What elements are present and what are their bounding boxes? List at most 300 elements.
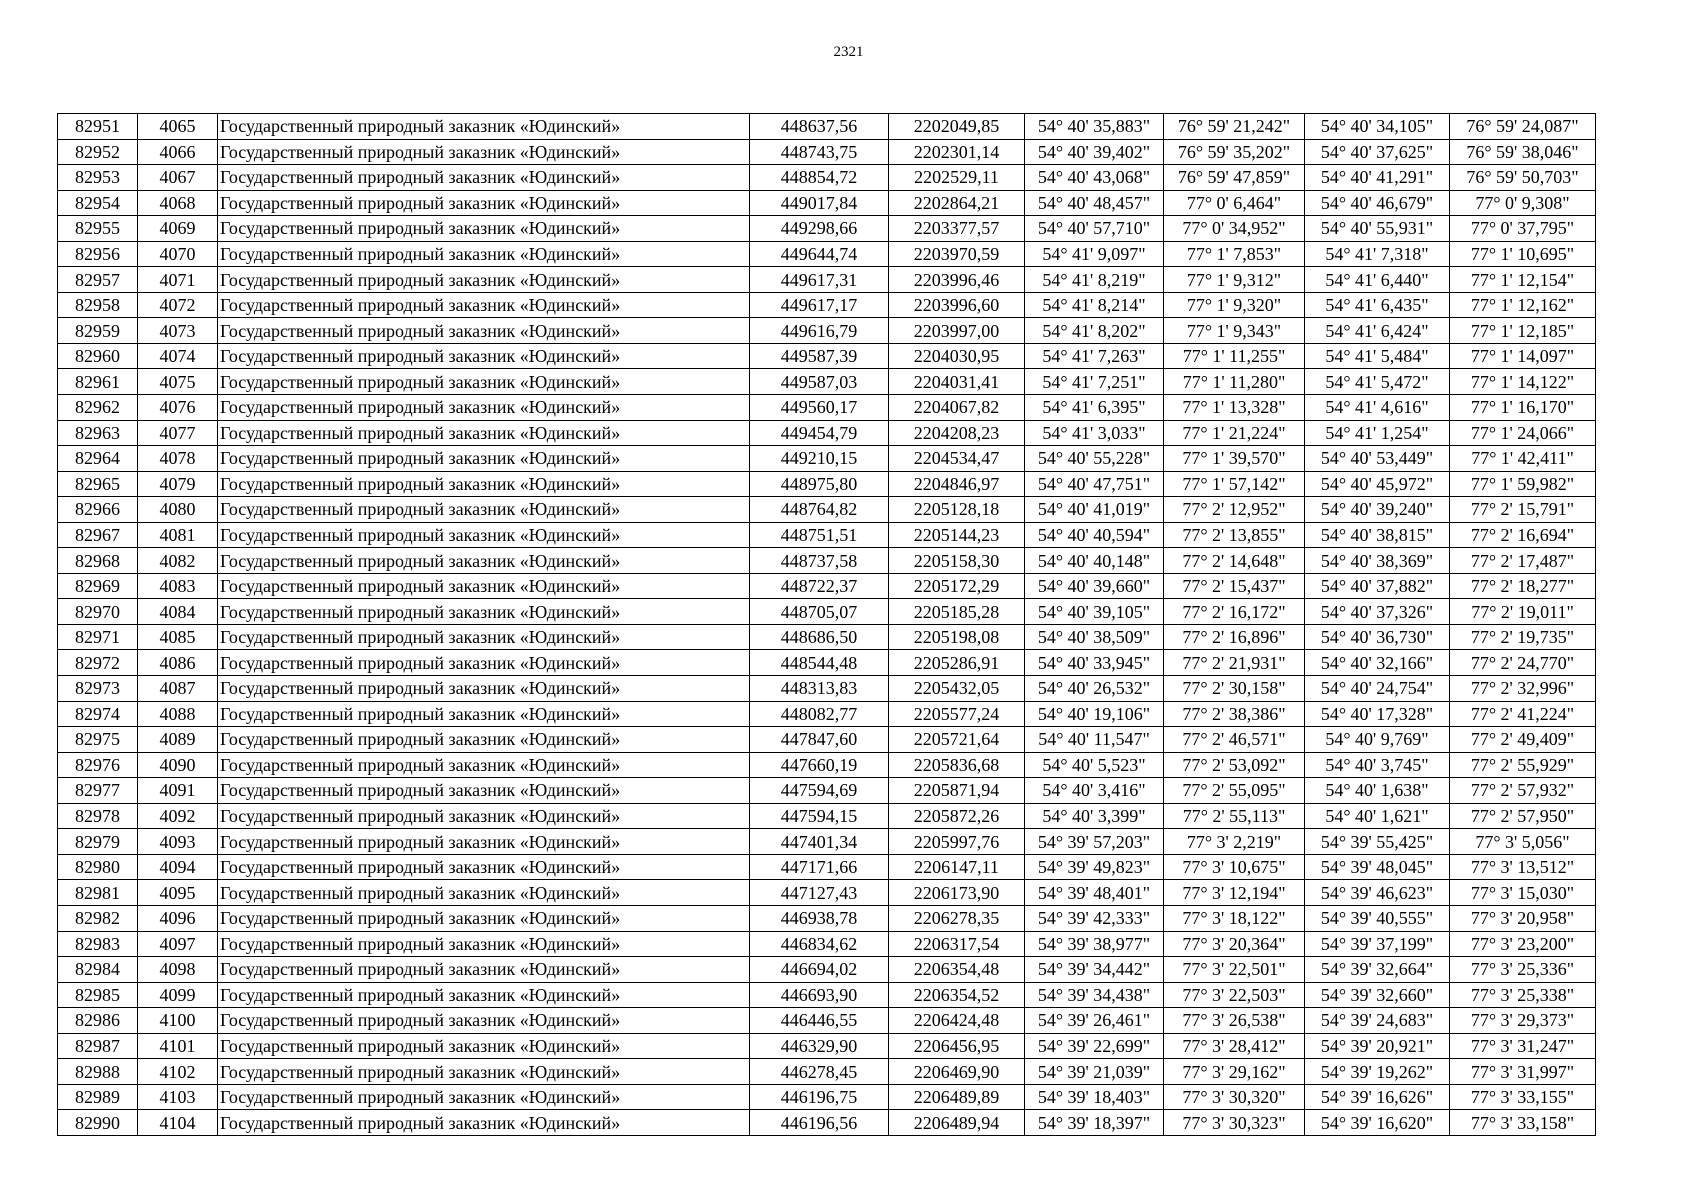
cell-point-number: 4078 bbox=[138, 446, 218, 472]
cell-coord-y: 2205577,24 bbox=[889, 701, 1025, 727]
cell-coord-y: 2206456,95 bbox=[889, 1033, 1025, 1059]
cell-longitude-1: 77° 3' 2,219" bbox=[1164, 829, 1305, 855]
cell-longitude-2: 77° 2' 19,735" bbox=[1450, 624, 1596, 650]
cell-point-number: 4068 bbox=[138, 190, 218, 216]
cell-point-number: 4096 bbox=[138, 905, 218, 931]
cell-row-number: 82951 bbox=[58, 114, 138, 140]
cell-longitude-2: 77° 3' 23,200" bbox=[1450, 931, 1596, 957]
cell-object-name: Государственный природный заказник «Юдинский» bbox=[218, 957, 750, 983]
cell-object-name: Государственный природный заказник «Юдинский» bbox=[218, 701, 750, 727]
cell-point-number: 4083 bbox=[138, 573, 218, 599]
cell-longitude-2: 77° 3' 31,247" bbox=[1450, 1033, 1596, 1059]
table-row bbox=[58, 957, 1596, 983]
cell-row-number: 82984 bbox=[58, 957, 138, 983]
cell-latitude-1: 54° 40' 26,532" bbox=[1025, 676, 1164, 702]
cell-latitude-1: 54° 40' 39,402" bbox=[1025, 139, 1164, 165]
cell-row-number: 82979 bbox=[58, 829, 138, 855]
cell-row-number: 82988 bbox=[58, 1059, 138, 1085]
cell-latitude-1: 54° 40' 5,523" bbox=[1025, 752, 1164, 778]
cell-latitude-2: 54° 41' 6,424" bbox=[1305, 318, 1450, 344]
cell-row-number: 82974 bbox=[58, 701, 138, 727]
cell-point-number: 4071 bbox=[138, 267, 218, 293]
cell-longitude-1: 77° 3' 12,194" bbox=[1164, 880, 1305, 906]
cell-point-number: 4075 bbox=[138, 369, 218, 395]
cell-coord-y: 2204031,41 bbox=[889, 369, 1025, 395]
cell-point-number: 4070 bbox=[138, 241, 218, 267]
cell-coord-y: 2205721,64 bbox=[889, 727, 1025, 753]
table-row bbox=[58, 395, 1596, 421]
cell-point-number: 4082 bbox=[138, 548, 218, 574]
cell-longitude-1: 77° 3' 29,162" bbox=[1164, 1059, 1305, 1085]
cell-coord-x: 446834,62 bbox=[750, 931, 889, 957]
cell-latitude-1: 54° 41' 8,214" bbox=[1025, 292, 1164, 318]
cell-row-number: 82959 bbox=[58, 318, 138, 344]
cell-longitude-2: 76° 59' 38,046" bbox=[1450, 139, 1596, 165]
cell-longitude-2: 77° 1' 12,185" bbox=[1450, 318, 1596, 344]
cell-latitude-2: 54° 41' 5,472" bbox=[1305, 369, 1450, 395]
cell-longitude-2: 77° 2' 57,932" bbox=[1450, 778, 1596, 804]
cell-latitude-1: 54° 40' 47,751" bbox=[1025, 471, 1164, 497]
cell-object-name: Государственный природный заказник «Юдинский» bbox=[218, 395, 750, 421]
cell-object-name: Государственный природный заказник «Юдинский» bbox=[218, 624, 750, 650]
cell-coord-y: 2206424,48 bbox=[889, 1008, 1025, 1034]
cell-coord-y: 2202529,11 bbox=[889, 165, 1025, 191]
cell-latitude-1: 54° 39' 57,203" bbox=[1025, 829, 1164, 855]
cell-object-name: Государственный природный заказник «Юдинский» bbox=[218, 139, 750, 165]
cell-latitude-2: 54° 40' 36,730" bbox=[1305, 624, 1450, 650]
table-row bbox=[58, 446, 1596, 472]
cell-latitude-1: 54° 40' 40,594" bbox=[1025, 522, 1164, 548]
cell-coord-x: 447594,15 bbox=[750, 803, 889, 829]
cell-latitude-1: 54° 39' 48,401" bbox=[1025, 880, 1164, 906]
table-row bbox=[58, 1084, 1596, 1110]
cell-longitude-2: 77° 1' 24,066" bbox=[1450, 420, 1596, 446]
cell-coord-y: 2206278,35 bbox=[889, 905, 1025, 931]
cell-coord-y: 2202049,85 bbox=[889, 114, 1025, 140]
cell-row-number: 82983 bbox=[58, 931, 138, 957]
cell-row-number: 82973 bbox=[58, 676, 138, 702]
cell-latitude-1: 54° 41' 8,219" bbox=[1025, 267, 1164, 293]
cell-longitude-2: 77° 0' 37,795" bbox=[1450, 216, 1596, 242]
table-row bbox=[58, 343, 1596, 369]
cell-latitude-1: 54° 41' 8,202" bbox=[1025, 318, 1164, 344]
cell-latitude-2: 54° 40' 55,931" bbox=[1305, 216, 1450, 242]
cell-object-name: Государственный природный заказник «Юдинский» bbox=[218, 548, 750, 574]
cell-coord-x: 449298,66 bbox=[750, 216, 889, 242]
cell-longitude-2: 77° 1' 14,097" bbox=[1450, 343, 1596, 369]
cell-latitude-2: 54° 41' 5,484" bbox=[1305, 343, 1450, 369]
cell-point-number: 4073 bbox=[138, 318, 218, 344]
cell-longitude-1: 77° 1' 11,280" bbox=[1164, 369, 1305, 395]
cell-coord-y: 2205158,30 bbox=[889, 548, 1025, 574]
cell-row-number: 82954 bbox=[58, 190, 138, 216]
cell-coord-x: 448975,80 bbox=[750, 471, 889, 497]
cell-latitude-2: 54° 40' 1,638" bbox=[1305, 778, 1450, 804]
cell-object-name: Государственный природный заказник «Юдинский» bbox=[218, 241, 750, 267]
cell-coord-y: 2205997,76 bbox=[889, 829, 1025, 855]
cell-coord-y: 2203996,60 bbox=[889, 292, 1025, 318]
page-number: 2321 bbox=[833, 44, 864, 60]
cell-longitude-1: 77° 1' 13,328" bbox=[1164, 395, 1305, 421]
cell-latitude-1: 54° 40' 39,660" bbox=[1025, 573, 1164, 599]
cell-object-name: Государственный природный заказник «Юдинский» bbox=[218, 1033, 750, 1059]
cell-object-name: Государственный природный заказник «Юдинский» bbox=[218, 982, 750, 1008]
cell-point-number: 4093 bbox=[138, 829, 218, 855]
cell-row-number: 82970 bbox=[58, 599, 138, 625]
cell-coord-x: 449210,15 bbox=[750, 446, 889, 472]
cell-row-number: 82964 bbox=[58, 446, 138, 472]
cell-latitude-2: 54° 40' 41,291" bbox=[1305, 165, 1450, 191]
cell-coord-y: 2205432,05 bbox=[889, 676, 1025, 702]
cell-longitude-2: 77° 2' 19,011" bbox=[1450, 599, 1596, 625]
cell-object-name: Государственный природный заказник «Юдинский» bbox=[218, 676, 750, 702]
cell-object-name: Государственный природный заказник «Юдинский» bbox=[218, 420, 750, 446]
cell-latitude-1: 54° 40' 35,883" bbox=[1025, 114, 1164, 140]
cell-latitude-1: 54° 41' 3,033" bbox=[1025, 420, 1164, 446]
cell-coord-y: 2205144,23 bbox=[889, 522, 1025, 548]
cell-coord-y: 2205128,18 bbox=[889, 497, 1025, 523]
cell-longitude-1: 77° 2' 30,158" bbox=[1164, 676, 1305, 702]
cell-longitude-2: 77° 1' 14,122" bbox=[1450, 369, 1596, 395]
cell-coord-x: 448751,51 bbox=[750, 522, 889, 548]
cell-longitude-2: 77° 3' 25,336" bbox=[1450, 957, 1596, 983]
table-row bbox=[58, 1110, 1596, 1136]
table-row bbox=[58, 420, 1596, 446]
table-row bbox=[58, 165, 1596, 191]
cell-longitude-2: 77° 0' 9,308" bbox=[1450, 190, 1596, 216]
cell-coord-x: 449017,84 bbox=[750, 190, 889, 216]
cell-longitude-2: 77° 3' 15,030" bbox=[1450, 880, 1596, 906]
table-row bbox=[58, 497, 1596, 523]
cell-latitude-1: 54° 39' 26,461" bbox=[1025, 1008, 1164, 1034]
cell-latitude-2: 54° 40' 24,754" bbox=[1305, 676, 1450, 702]
cell-latitude-1: 54° 40' 11,547" bbox=[1025, 727, 1164, 753]
cell-latitude-1: 54° 39' 18,403" bbox=[1025, 1084, 1164, 1110]
cell-coord-x: 449587,39 bbox=[750, 343, 889, 369]
cell-row-number: 82957 bbox=[58, 267, 138, 293]
cell-object-name: Государственный природный заказник «Юдинский» bbox=[218, 1084, 750, 1110]
cell-row-number: 82987 bbox=[58, 1033, 138, 1059]
cell-point-number: 4089 bbox=[138, 727, 218, 753]
cell-coord-y: 2206147,11 bbox=[889, 854, 1025, 880]
cell-latitude-1: 54° 39' 34,438" bbox=[1025, 982, 1164, 1008]
cell-coord-y: 2205198,08 bbox=[889, 624, 1025, 650]
cell-longitude-1: 77° 0' 6,464" bbox=[1164, 190, 1305, 216]
cell-point-number: 4065 bbox=[138, 114, 218, 140]
cell-latitude-2: 54° 39' 48,045" bbox=[1305, 854, 1450, 880]
cell-point-number: 4085 bbox=[138, 624, 218, 650]
cell-latitude-1: 54° 40' 40,148" bbox=[1025, 548, 1164, 574]
table-row bbox=[58, 599, 1596, 625]
cell-longitude-1: 77° 2' 38,386" bbox=[1164, 701, 1305, 727]
cell-object-name: Государственный природный заказник «Юдинский» bbox=[218, 446, 750, 472]
cell-coord-x: 447594,69 bbox=[750, 778, 889, 804]
cell-object-name: Государственный природный заказник «Юдинский» bbox=[218, 829, 750, 855]
cell-longitude-2: 77° 1' 10,695" bbox=[1450, 241, 1596, 267]
cell-point-number: 4079 bbox=[138, 471, 218, 497]
cell-latitude-1: 54° 40' 33,945" bbox=[1025, 650, 1164, 676]
cell-point-number: 4081 bbox=[138, 522, 218, 548]
cell-coord-y: 2206489,89 bbox=[889, 1084, 1025, 1110]
cell-longitude-1: 77° 1' 9,312" bbox=[1164, 267, 1305, 293]
cell-object-name: Государственный природный заказник «Юдинский» bbox=[218, 522, 750, 548]
cell-longitude-2: 76° 59' 24,087" bbox=[1450, 114, 1596, 140]
table-row bbox=[58, 701, 1596, 727]
cell-longitude-1: 77° 2' 14,648" bbox=[1164, 548, 1305, 574]
cell-point-number: 4097 bbox=[138, 931, 218, 957]
cell-longitude-1: 77° 3' 22,501" bbox=[1164, 957, 1305, 983]
cell-latitude-1: 54° 39' 42,333" bbox=[1025, 905, 1164, 931]
cell-longitude-2: 77° 1' 12,162" bbox=[1450, 292, 1596, 318]
cell-longitude-1: 77° 2' 13,855" bbox=[1164, 522, 1305, 548]
cell-latitude-2: 54° 40' 37,326" bbox=[1305, 599, 1450, 625]
cell-longitude-2: 77° 2' 55,929" bbox=[1450, 752, 1596, 778]
cell-latitude-1: 54° 40' 39,105" bbox=[1025, 599, 1164, 625]
cell-point-number: 4077 bbox=[138, 420, 218, 446]
cell-coord-x: 449560,17 bbox=[750, 395, 889, 421]
cell-longitude-1: 77° 1' 9,343" bbox=[1164, 318, 1305, 344]
cell-longitude-1: 77° 1' 9,320" bbox=[1164, 292, 1305, 318]
cell-row-number: 82963 bbox=[58, 420, 138, 446]
cell-object-name: Государственный природный заказник «Юдинский» bbox=[218, 114, 750, 140]
table-row bbox=[58, 650, 1596, 676]
cell-coord-x: 449644,74 bbox=[750, 241, 889, 267]
cell-latitude-1: 54° 39' 49,823" bbox=[1025, 854, 1164, 880]
cell-coord-x: 448737,58 bbox=[750, 548, 889, 574]
cell-coord-y: 2204534,47 bbox=[889, 446, 1025, 472]
cell-point-number: 4098 bbox=[138, 957, 218, 983]
cell-point-number: 4072 bbox=[138, 292, 218, 318]
table-row bbox=[58, 471, 1596, 497]
cell-coord-x: 448743,75 bbox=[750, 139, 889, 165]
cell-row-number: 82972 bbox=[58, 650, 138, 676]
cell-longitude-2: 77° 3' 33,158" bbox=[1450, 1110, 1596, 1136]
cell-coord-y: 2204208,23 bbox=[889, 420, 1025, 446]
cell-row-number: 82962 bbox=[58, 395, 138, 421]
cell-coord-x: 448544,48 bbox=[750, 650, 889, 676]
cell-coord-x: 449616,79 bbox=[750, 318, 889, 344]
cell-latitude-2: 54° 41' 6,440" bbox=[1305, 267, 1450, 293]
cell-latitude-1: 54° 41' 6,395" bbox=[1025, 395, 1164, 421]
table-row bbox=[58, 624, 1596, 650]
cell-longitude-2: 77° 3' 20,958" bbox=[1450, 905, 1596, 931]
cell-coord-y: 2204067,82 bbox=[889, 395, 1025, 421]
cell-row-number: 82989 bbox=[58, 1084, 138, 1110]
cell-coord-y: 2203996,46 bbox=[889, 267, 1025, 293]
cell-latitude-2: 54° 40' 34,105" bbox=[1305, 114, 1450, 140]
cell-coord-x: 449617,17 bbox=[750, 292, 889, 318]
table-row bbox=[58, 241, 1596, 267]
table-row bbox=[58, 905, 1596, 931]
cell-longitude-2: 77° 1' 59,982" bbox=[1450, 471, 1596, 497]
cell-coord-x: 447660,19 bbox=[750, 752, 889, 778]
cell-latitude-2: 54° 40' 39,240" bbox=[1305, 497, 1450, 523]
cell-object-name: Государственный природный заказник «Юдинский» bbox=[218, 803, 750, 829]
cell-latitude-1: 54° 39' 21,039" bbox=[1025, 1059, 1164, 1085]
cell-latitude-2: 54° 41' 4,616" bbox=[1305, 395, 1450, 421]
cell-point-number: 4094 bbox=[138, 854, 218, 880]
cell-row-number: 82981 bbox=[58, 880, 138, 906]
cell-row-number: 82969 bbox=[58, 573, 138, 599]
cell-row-number: 82958 bbox=[58, 292, 138, 318]
table-row bbox=[58, 548, 1596, 574]
cell-object-name: Государственный природный заказник «Юдинский» bbox=[218, 880, 750, 906]
cell-longitude-2: 77° 3' 25,338" bbox=[1450, 982, 1596, 1008]
cell-longitude-2: 77° 2' 15,791" bbox=[1450, 497, 1596, 523]
cell-row-number: 82966 bbox=[58, 497, 138, 523]
cell-latitude-2: 54° 39' 46,623" bbox=[1305, 880, 1450, 906]
cell-point-number: 4091 bbox=[138, 778, 218, 804]
cell-longitude-2: 77° 2' 41,224" bbox=[1450, 701, 1596, 727]
cell-latitude-1: 54° 41' 9,097" bbox=[1025, 241, 1164, 267]
table-body bbox=[58, 114, 1596, 1136]
table-row bbox=[58, 803, 1596, 829]
cell-latitude-2: 54° 40' 1,621" bbox=[1305, 803, 1450, 829]
cell-coord-y: 2206354,48 bbox=[889, 957, 1025, 983]
cell-longitude-1: 77° 1' 7,853" bbox=[1164, 241, 1305, 267]
cell-object-name: Государственный природный заказник «Юдинский» bbox=[218, 267, 750, 293]
cell-longitude-1: 77° 2' 15,437" bbox=[1164, 573, 1305, 599]
cell-latitude-1: 54° 40' 38,509" bbox=[1025, 624, 1164, 650]
cell-row-number: 82953 bbox=[58, 165, 138, 191]
cell-coord-y: 2205286,91 bbox=[889, 650, 1025, 676]
cell-latitude-2: 54° 41' 7,318" bbox=[1305, 241, 1450, 267]
cell-coord-y: 2205871,94 bbox=[889, 778, 1025, 804]
cell-longitude-1: 77° 3' 30,323" bbox=[1164, 1110, 1305, 1136]
cell-object-name: Государственный природный заказник «Юдинский» bbox=[218, 854, 750, 880]
cell-object-name: Государственный природный заказник «Юдинский» bbox=[218, 497, 750, 523]
cell-latitude-2: 54° 41' 6,435" bbox=[1305, 292, 1450, 318]
table-row bbox=[58, 931, 1596, 957]
table-row bbox=[58, 829, 1596, 855]
cell-row-number: 82956 bbox=[58, 241, 138, 267]
cell-row-number: 82980 bbox=[58, 854, 138, 880]
cell-point-number: 4099 bbox=[138, 982, 218, 1008]
cell-longitude-1: 77° 2' 55,113" bbox=[1164, 803, 1305, 829]
cell-point-number: 4067 bbox=[138, 165, 218, 191]
cell-point-number: 4086 bbox=[138, 650, 218, 676]
table-row bbox=[58, 573, 1596, 599]
cell-latitude-2: 54° 40' 37,882" bbox=[1305, 573, 1450, 599]
cell-point-number: 4069 bbox=[138, 216, 218, 242]
cell-point-number: 4103 bbox=[138, 1084, 218, 1110]
cell-coord-x: 448637,56 bbox=[750, 114, 889, 140]
cell-row-number: 82978 bbox=[58, 803, 138, 829]
cell-point-number: 4101 bbox=[138, 1033, 218, 1059]
cell-point-number: 4090 bbox=[138, 752, 218, 778]
cell-longitude-1: 77° 3' 28,412" bbox=[1164, 1033, 1305, 1059]
cell-latitude-2: 54° 39' 55,425" bbox=[1305, 829, 1450, 855]
table-row bbox=[58, 727, 1596, 753]
cell-latitude-2: 54° 40' 32,166" bbox=[1305, 650, 1450, 676]
cell-coord-x: 446278,45 bbox=[750, 1059, 889, 1085]
cell-latitude-2: 54° 41' 1,254" bbox=[1305, 420, 1450, 446]
cell-point-number: 4084 bbox=[138, 599, 218, 625]
cell-row-number: 82971 bbox=[58, 624, 138, 650]
cell-longitude-2: 77° 3' 33,155" bbox=[1450, 1084, 1596, 1110]
cell-object-name: Государственный природный заказник «Юдинский» bbox=[218, 190, 750, 216]
cell-point-number: 4104 bbox=[138, 1110, 218, 1136]
cell-longitude-1: 77° 3' 20,364" bbox=[1164, 931, 1305, 957]
table-row bbox=[58, 216, 1596, 242]
table-row bbox=[58, 676, 1596, 702]
cell-coord-y: 2206354,52 bbox=[889, 982, 1025, 1008]
cell-coord-y: 2206317,54 bbox=[889, 931, 1025, 957]
cell-longitude-1: 77° 3' 18,122" bbox=[1164, 905, 1305, 931]
cell-coord-x: 448854,72 bbox=[750, 165, 889, 191]
cell-longitude-2: 77° 3' 13,512" bbox=[1450, 854, 1596, 880]
cell-object-name: Государственный природный заказник «Юдинский» bbox=[218, 650, 750, 676]
cell-latitude-1: 54° 40' 43,068" bbox=[1025, 165, 1164, 191]
cell-longitude-1: 77° 2' 46,571" bbox=[1164, 727, 1305, 753]
coordinates-table bbox=[57, 113, 1596, 1136]
cell-latitude-2: 54° 40' 38,369" bbox=[1305, 548, 1450, 574]
cell-coord-x: 447847,60 bbox=[750, 727, 889, 753]
cell-coord-y: 2205185,28 bbox=[889, 599, 1025, 625]
cell-object-name: Государственный природный заказник «Юдинский» bbox=[218, 1110, 750, 1136]
cell-coord-y: 2202301,14 bbox=[889, 139, 1025, 165]
cell-latitude-2: 54° 40' 37,625" bbox=[1305, 139, 1450, 165]
cell-latitude-2: 54° 39' 16,620" bbox=[1305, 1110, 1450, 1136]
cell-point-number: 4074 bbox=[138, 343, 218, 369]
cell-coord-x: 448686,50 bbox=[750, 624, 889, 650]
cell-longitude-2: 77° 2' 24,770" bbox=[1450, 650, 1596, 676]
table-row bbox=[58, 1033, 1596, 1059]
cell-object-name: Государственный природный заказник «Юдинский» bbox=[218, 216, 750, 242]
cell-coord-x: 446938,78 bbox=[750, 905, 889, 931]
cell-latitude-1: 54° 39' 34,442" bbox=[1025, 957, 1164, 983]
cell-latitude-2: 54° 39' 32,660" bbox=[1305, 982, 1450, 1008]
cell-longitude-1: 77° 1' 11,255" bbox=[1164, 343, 1305, 369]
cell-row-number: 82977 bbox=[58, 778, 138, 804]
cell-latitude-1: 54° 40' 3,399" bbox=[1025, 803, 1164, 829]
cell-object-name: Государственный природный заказник «Юдинский» bbox=[218, 778, 750, 804]
cell-row-number: 82967 bbox=[58, 522, 138, 548]
cell-coord-x: 447171,66 bbox=[750, 854, 889, 880]
cell-point-number: 4066 bbox=[138, 139, 218, 165]
cell-coord-y: 2204846,97 bbox=[889, 471, 1025, 497]
table-row bbox=[58, 369, 1596, 395]
cell-latitude-1: 54° 39' 38,977" bbox=[1025, 931, 1164, 957]
cell-coord-y: 2204030,95 bbox=[889, 343, 1025, 369]
cell-latitude-2: 54° 40' 45,972" bbox=[1305, 471, 1450, 497]
cell-point-number: 4076 bbox=[138, 395, 218, 421]
cell-longitude-1: 77° 2' 21,931" bbox=[1164, 650, 1305, 676]
cell-latitude-2: 54° 39' 16,626" bbox=[1305, 1084, 1450, 1110]
cell-coord-x: 448082,77 bbox=[750, 701, 889, 727]
cell-object-name: Государственный природный заказник «Юдинский» bbox=[218, 471, 750, 497]
cell-coord-x: 449587,03 bbox=[750, 369, 889, 395]
cell-latitude-2: 54° 40' 3,745" bbox=[1305, 752, 1450, 778]
cell-latitude-1: 54° 39' 22,699" bbox=[1025, 1033, 1164, 1059]
table-row bbox=[58, 752, 1596, 778]
cell-point-number: 4102 bbox=[138, 1059, 218, 1085]
cell-row-number: 82955 bbox=[58, 216, 138, 242]
table-row bbox=[58, 982, 1596, 1008]
cell-point-number: 4088 bbox=[138, 701, 218, 727]
cell-longitude-1: 77° 2' 53,092" bbox=[1164, 752, 1305, 778]
cell-object-name: Государственный природный заказник «Юдинский» bbox=[218, 573, 750, 599]
cell-longitude-2: 77° 2' 32,996" bbox=[1450, 676, 1596, 702]
cell-coord-x: 448722,37 bbox=[750, 573, 889, 599]
cell-coord-x: 448764,82 bbox=[750, 497, 889, 523]
cell-object-name: Государственный природный заказник «Юдинский» bbox=[218, 165, 750, 191]
cell-object-name: Государственный природный заказник «Юдинский» bbox=[218, 931, 750, 957]
cell-coord-y: 2206489,94 bbox=[889, 1110, 1025, 1136]
cell-longitude-2: 77° 3' 5,056" bbox=[1450, 829, 1596, 855]
cell-row-number: 82986 bbox=[58, 1008, 138, 1034]
cell-coord-x: 447127,43 bbox=[750, 880, 889, 906]
